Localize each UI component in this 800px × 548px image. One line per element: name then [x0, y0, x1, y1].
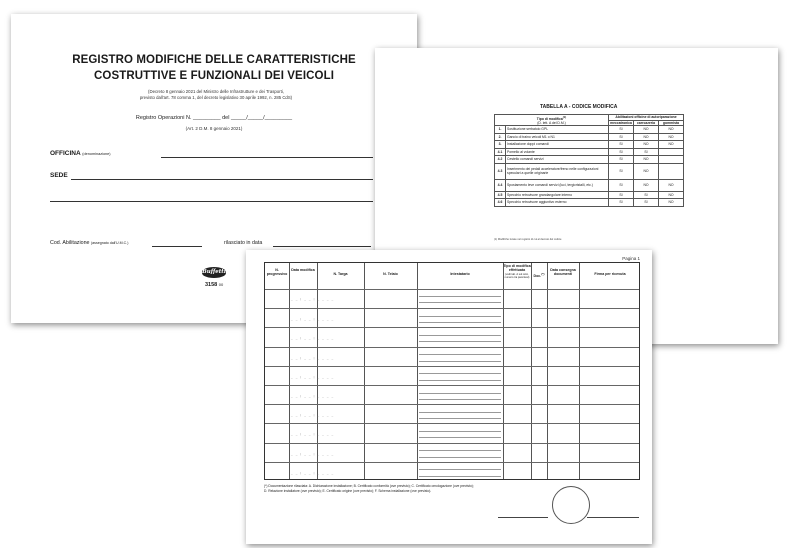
stamp-circle [552, 486, 590, 524]
tabella-cell-c: NO [659, 191, 684, 199]
officina-label [50, 150, 111, 157]
intestatario-subline [419, 412, 501, 413]
decree-text [51, 89, 381, 101]
table-row[interactable] [265, 366, 639, 386]
officina-hint: (denominazione) [82, 152, 111, 156]
product-code [205, 282, 223, 288]
product-code-number: 3158 [205, 282, 218, 288]
tabella-cell-a: SI [609, 141, 634, 149]
cod-abilitazione-row [50, 240, 128, 246]
intestatario-subline [419, 354, 501, 355]
header-intestatario: Intestatario [450, 272, 470, 276]
col-gommista: gommista [659, 120, 684, 126]
tabella-cell-b: NO [634, 133, 659, 141]
rilasciato-label: rilasciato in data [224, 240, 263, 246]
intestatario-subline [419, 469, 501, 470]
tabella-cell-c: NO [659, 199, 684, 207]
col-group-header: Abilitazioni officine di autoriparazione [609, 115, 684, 121]
cover-title-line2: COSTRUTTIVE E FUNZIONALI DEI VEICOLI [94, 70, 334, 82]
tabella-row [495, 179, 684, 191]
header-firma: Firma per ricevuta [594, 272, 626, 276]
header-tipo-label: Tipo di modifica effettuata [503, 264, 531, 273]
date-ticks: _ _ | _ _ | _ _ _ _ [291, 432, 335, 437]
tabella-cell-n: 4.3 [495, 163, 506, 179]
product-code-suffix: 00 [218, 282, 224, 287]
tabella-cell-a: SI [609, 163, 634, 179]
tabella-cell-desc: Sostituzione serbatoio GPL [506, 126, 609, 134]
col-carrozzeria: carrozzeria [634, 120, 659, 126]
intestatario-subline [419, 476, 501, 477]
date-ticks: _ _ | _ _ | _ _ _ _ [291, 374, 335, 379]
tabella-cell-a: SI [609, 199, 634, 207]
header-doc [531, 272, 547, 279]
cod-abilitazione-field[interactable] [152, 246, 202, 247]
intestatario-subline [419, 341, 501, 342]
intestatario-subline [419, 361, 501, 362]
intestatario-subline [419, 296, 501, 297]
sede-field-line-2[interactable] [50, 201, 373, 202]
tabella-cell-desc: Installazione doppi comandi [506, 141, 609, 149]
officina-field-line[interactable] [161, 157, 373, 158]
registro-operazioni-field: Registro Operazioni N. _________ del _____/_____/_________ [135, 115, 293, 121]
date-ticks: _ _ | _ _ | _ _ _ _ [291, 470, 335, 475]
tabella-cell-c: NO [659, 179, 684, 191]
tabella-row [495, 199, 684, 207]
tabella-cell-a: SI [609, 133, 634, 141]
tabella-cell-n: 4.2 [495, 156, 506, 164]
registro-footnote [264, 484, 544, 494]
col-tipo-sup: (1) [562, 115, 567, 119]
date-ticks: _ _ | _ _ | _ _ _ _ [291, 297, 335, 301]
intestatario-subline [419, 399, 501, 400]
col-tipo-ref: (D. lett. A del D.M.) [537, 121, 566, 126]
header-progressivo: N. progressivo [266, 268, 288, 277]
date-ticks: _ _ | _ _ | _ _ _ _ [291, 394, 335, 398]
col-tipo-label: Tipo di modifica [536, 117, 563, 122]
tabella-cell-desc: Cestello comandi servizi [506, 156, 609, 164]
header-targa: N. Targa [333, 272, 348, 276]
tabella-cell-a: SI [609, 156, 634, 164]
tabella-cell-c [659, 163, 684, 179]
table-row[interactable] [265, 308, 639, 328]
intestatario-subline [419, 302, 501, 303]
date-ticks: _ _ | _ _ | _ _ _ _ [291, 336, 335, 341]
officina-label-text: OFFICINA [50, 150, 81, 157]
tabella-row [495, 148, 684, 156]
table-row[interactable] [265, 423, 639, 443]
date-ticks: _ _ | _ _ | _ _ _ _ [291, 413, 335, 418]
footnote-line1: (*) Documentazione rilasciata: A. Dichiarazione installazione; B. Certificato conformità (ove previsto); C. Certificato omologazione (ove previsto); [264, 484, 474, 488]
tabella-cell-desc: Inserimento dei pedali acceleratore/freno nelle configurazioni speculari a quelle originarie [506, 163, 609, 179]
tabella-cell-n: 3. [495, 141, 506, 149]
buffetti-logo: Buffetti [202, 267, 226, 278]
tabella-row [495, 191, 684, 199]
tabella-cell-a: SI [609, 126, 634, 134]
intestatario-subline [419, 457, 501, 458]
tabella-cell-b: NO [634, 156, 659, 164]
tabella-cell-n: 4.5 [495, 191, 506, 199]
intestatario-subline [419, 418, 501, 419]
intestatario-subline [419, 380, 501, 381]
header-consegna: Data consegna documenti [550, 268, 576, 277]
tabella-cell-b: SI [634, 199, 659, 207]
cod-abilitazione-label: Cod. Abilitazione [50, 240, 90, 246]
tabella-cell-c [659, 148, 684, 156]
date-ticks: _ _ | _ _ | _ _ _ _ [291, 451, 335, 456]
header-doc-label: Doc. [533, 274, 542, 279]
tabella-cell-desc: Specchio retrovisore grandangolare interno [506, 191, 609, 199]
intestatario-subline [419, 322, 501, 323]
col-meccatronica: meccatronica [610, 120, 632, 125]
decree-line2: previsto dall'art. 78 comma 1, del decreto legislativo 30 aprile 1992, n. 285 CdS) [139, 95, 293, 100]
tabella-cell-c: NO [659, 126, 684, 134]
rilasciato-date-field[interactable] [273, 246, 371, 247]
header-data-modifica: Data modifica [291, 268, 315, 272]
tabella-cell-n: 4.4 [495, 179, 506, 191]
tabella-cell-a: SI [609, 148, 634, 156]
tabella-cell-b: NO [634, 179, 659, 191]
date-ticks: _ _ | _ _ | _ _ _ _ [291, 317, 335, 322]
table-row[interactable] [265, 347, 639, 367]
tabella-cell-b: SI [634, 148, 659, 156]
tabella-cell-n: 4.1 [495, 148, 506, 156]
tabella-cell-desc: Spostamento leve comandi servizi (luci, tergicristalli, etc.) [506, 179, 609, 191]
sede-field-line-1[interactable] [71, 179, 373, 180]
signature-line-left[interactable] [498, 517, 548, 518]
tabella-cell-a: SI [609, 179, 634, 191]
tabella-footnote: (1) Modifiche locate nel registro di cui al decreto del codice [494, 238, 562, 241]
table-row[interactable] [265, 289, 639, 308]
cod-abilitazione-hint: (assegnato dall'U.M.C.) [90, 241, 129, 245]
tabella-title: TABELLA A - CODICE MODIFICA [540, 104, 618, 110]
date-ticks: _ _ | _ _ | _ _ _ _ [291, 355, 335, 360]
tabella-row [495, 156, 684, 164]
intestatario-subline [419, 335, 501, 336]
sede-label: SEDE [50, 172, 68, 179]
article-reference: (Art. 2 D.M. 8 gennaio 2021) [185, 126, 243, 131]
table-row[interactable] [265, 462, 639, 482]
tabella-cell-n: 1. [495, 126, 506, 134]
registro-table [264, 262, 640, 480]
cover-title-line1: REGISTRO MODIFICHE DELLE CARATTERISTICHE [72, 54, 356, 66]
intestatario-subline [419, 431, 501, 432]
signature-line-right[interactable] [587, 517, 639, 518]
decree-line1: (Decreto 8 gennaio 2021 del Ministro delle Infrastrutture e dei Trasporti, [148, 89, 284, 94]
tabella-cell-a: SI [609, 191, 634, 199]
table-row[interactable] [265, 404, 639, 424]
col-tipo-header [495, 115, 609, 126]
table-row[interactable] [265, 385, 639, 405]
tabella-cell-c: NO [659, 133, 684, 141]
tabella-cell-b: SI [634, 191, 659, 199]
tabella-cell-n: 2. [495, 133, 506, 141]
table-row[interactable] [265, 443, 639, 463]
intestatario-subline [419, 450, 501, 451]
registro-sheet [246, 250, 652, 544]
tabella-cell-desc: Gancio di traino veicoli M1 o N1 [506, 133, 609, 141]
tabella-row [495, 163, 684, 179]
tabella-cell-c: NO [659, 141, 684, 149]
tabella-cell-b: NO [634, 126, 659, 134]
intestatario-subline [419, 373, 501, 374]
header-tipo-sub: (vedi tab. A sul retro, numero tra parentesi) [504, 272, 530, 279]
header-tipo-modifica [503, 264, 531, 279]
tabella-cell-desc: Pomello al volante [506, 148, 609, 156]
header-telaio: N. Telaio [383, 272, 398, 276]
tabella-cell-n: 4.6 [495, 199, 506, 207]
tabella-row [495, 141, 684, 149]
page-number: Pagina 1 [622, 256, 640, 261]
intestatario-subline [419, 316, 501, 317]
tabella-row [495, 133, 684, 141]
cover-title [11, 52, 417, 84]
table-row[interactable] [265, 327, 639, 347]
codice-modifica-table [494, 114, 684, 207]
intestatario-subline [419, 437, 501, 438]
tabella-cell-desc: Specchio retrovisore aggiuntivo esterno [506, 199, 609, 207]
tabella-cell-b: NO [634, 141, 659, 149]
header-doc-sup: (*) [541, 272, 545, 276]
footnote-line2: D. Relazione installatore (ove previsto); E. Certificato origine (ove previsto); F. Schema installazione (ove previsto). [264, 489, 432, 493]
intestatario-subline [419, 393, 501, 394]
tabella-row [495, 126, 684, 134]
tabella-cell-c [659, 156, 684, 164]
tabella-cell-b: NO [634, 163, 659, 179]
